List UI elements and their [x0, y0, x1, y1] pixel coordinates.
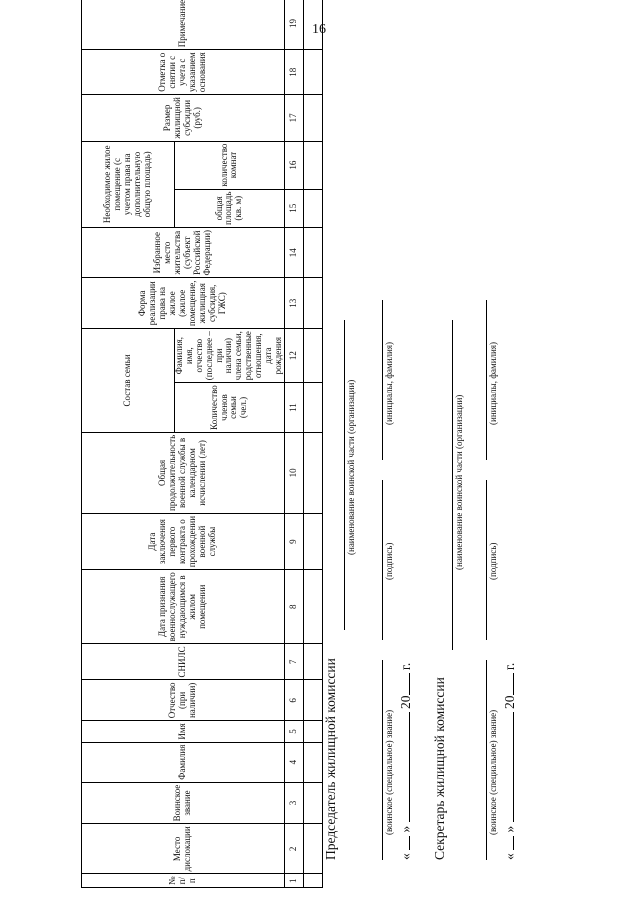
chairman-org-line	[344, 320, 345, 630]
chairman-name-caption: (инициалы, фамилия)	[384, 342, 394, 425]
col-number: 13	[284, 278, 303, 329]
secretary-rank-line	[486, 660, 487, 860]
col-number: 2	[284, 824, 303, 874]
col-number: 16	[284, 141, 303, 189]
page-number: 16	[312, 22, 326, 37]
col-number: 15	[284, 189, 303, 227]
col-number: 17	[284, 95, 303, 141]
col-number: 4	[284, 742, 303, 782]
header-removal-mark: Отметка о снятии с учета с указанием основания	[82, 50, 285, 95]
header-rooms: количество комнат	[175, 141, 285, 189]
header-rank: Воинское звание	[82, 782, 285, 824]
col-number: 5	[284, 721, 303, 742]
secretary-org-caption: (наименование воинской части (организации)	[454, 394, 464, 570]
chairman-org-caption: (наименование воинской части (организации)	[346, 379, 356, 555]
col-number: 18	[284, 50, 303, 95]
secretary-title: Секретарь жилищной комиссии	[432, 677, 447, 860]
column-number-row	[284, 0, 303, 888]
header-family-members: Фамилия, имя, отчество (последнее – при наличии) члена семьи, родственные отношения, дата рождения	[175, 329, 285, 383]
secretary-org-line	[452, 320, 453, 650]
col-number: 1	[284, 874, 303, 888]
secretary-rank-caption: (воинское (специальное) звание)	[488, 709, 498, 835]
chairman-date: « » 20 г.	[398, 662, 413, 860]
secretary-date: « » 20 г.	[502, 662, 517, 860]
chairman-name-line	[382, 300, 383, 460]
chairman-sign-caption: (подпись)	[384, 542, 394, 580]
col-number: 12	[284, 329, 303, 383]
header-realization-form: Форма реализации права на жилое (жилое помещение, жилищная субсидия, ГЖС)	[82, 278, 285, 329]
header-num: № п/п	[82, 874, 285, 888]
col-number: 7	[284, 644, 303, 680]
col-number: 19	[284, 0, 303, 50]
header-area: общая площадь (кв. м)	[175, 189, 285, 227]
header-snils: СНИЛС	[82, 644, 285, 680]
chairman-rank-line	[382, 660, 383, 860]
col-number: 6	[284, 680, 303, 721]
col-number: 3	[284, 782, 303, 824]
header-contract-date: Дата заключения первого контракта о прохождении военной службы	[82, 513, 285, 569]
chairman-title: Председатель жилищной комиссии	[323, 658, 338, 860]
secretary-sign-line	[486, 480, 487, 640]
header-note: Примечание	[82, 0, 285, 50]
header-name: Имя	[82, 721, 285, 742]
secretary-name-caption: (инициалы, фамилия)	[488, 342, 498, 425]
header-housing-group: Необходимое жилое помещение (с учетом права на дополнительную общую площадь)	[82, 141, 175, 227]
chairman-rank-caption: (воинское (специальное) звание)	[384, 709, 394, 835]
register-table	[81, 0, 323, 888]
col-number: 14	[284, 227, 303, 278]
empty-data-row	[303, 0, 322, 888]
secretary-sign-caption: (подпись)	[488, 542, 498, 580]
header-family-count: Количество членов семьи (чел.)	[175, 383, 285, 433]
header-patronymic: Отчество (при наличии)	[82, 680, 285, 721]
col-number: 10	[284, 432, 303, 513]
header-surname: Фамилия	[82, 742, 285, 782]
col-number: 8	[284, 570, 303, 644]
secretary-name-line	[486, 300, 487, 460]
header-location: Место дислокации	[82, 824, 285, 874]
header-subsidy: Размер жилищной субсидии (руб.)	[82, 95, 285, 141]
col-number: 9	[284, 513, 303, 569]
chairman-sign-line	[382, 480, 383, 640]
header-family-group: Состав семьи	[82, 329, 175, 433]
header-need-date: Дата признания военнослужащего нуждающимся в жилом помещении	[82, 570, 285, 644]
col-number: 11	[284, 383, 303, 433]
header-service-length: Общая продолжительность военной службы в календарном исчислении (лет)	[82, 432, 285, 513]
header-residence: Избранное место жительства (субъект Российской Федерации)	[82, 227, 285, 278]
